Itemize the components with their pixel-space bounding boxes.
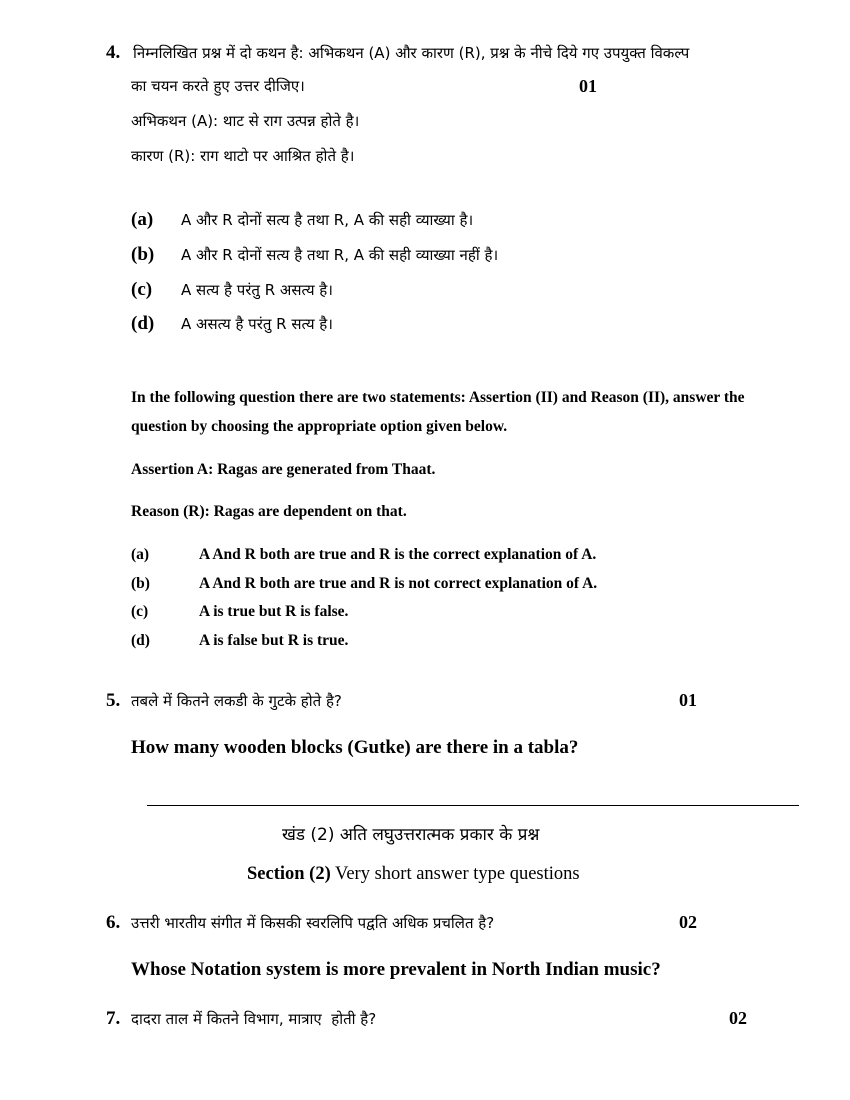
q4-hindi-reason: कारण (R): राग थाटो पर आश्रित होते है। [131,147,355,165]
q6-marks: 02 [679,912,697,932]
q4-hindi-option-c-text: A सत्य है परंतु R असत्य है। [181,281,333,299]
section2-hindi-title: खंड (2) अति लघुउत्तरात्मक प्रकार के प्रश्न [282,825,540,845]
q4-english-line1: In the following question there are two statements: Assertion (II) and Reason (II), answer the [131,389,745,406]
q4-hindi-option-b-label: (b) [131,244,155,265]
q4-hindi-option-b-text: A और R दोनों सत्य है तथा R, A की सही व्याख्या नहीं है। [181,246,499,264]
q6-english: Whose Notation system is more prevalent in North Indian music? [131,959,661,980]
q4-hindi-option-a-text: A और R दोनों सत्य है तथा R, A की सही व्याख्या है। [181,211,474,229]
q5-number: 5. [106,690,121,711]
q4-english-reason: Reason (R): Ragas are dependent on that. [131,503,407,520]
q4-hindi-line1: निम्नलिखित प्रश्न में दो कथन है: अभिकथन (A) और कारण (R), प्रश्न के नीचे दिये गए उपयुक्त विकल्प [133,44,690,62]
q7-number: 7. [106,1008,121,1029]
q4-english-option-c-label: (c) [131,603,149,620]
q6-hindi: उत्तरी भारतीय संगीत में किसकी स्वरलिपि पद्वति अधिक प्रचलित है? [131,914,495,932]
q4-english-option-a-text: A And R both are true and R is the correct explanation of A. [199,546,597,563]
section2-english-title [247,864,580,885]
q5-hindi: तबले में कितने लकडी के गुटके होते है? [131,692,342,710]
section2-english-bold: Section (2) [247,864,331,884]
q4-english-option-d-label: (d) [131,632,150,649]
q5-marks: 01 [679,690,697,710]
q4-number: 4. [106,42,121,63]
q4-hindi-option-d-label: (d) [131,313,155,334]
q4-hindi-option-c-label: (c) [131,279,153,300]
q7-hindi: दादरा ताल में कितने विभाग, मात्राए होती है? [131,1010,377,1028]
q4-english-option-b-label: (b) [131,575,150,592]
q7-marks: 02 [729,1008,747,1028]
q4-english-option-b-text: A And R both are true and R is not correct explanation of A. [199,575,598,592]
section-divider [147,805,799,806]
q4-english-option-a-label: (a) [131,546,150,563]
q4-hindi-assertion: अभिकथन (A): थाट से राग उत्पन्न होते है। [131,112,360,130]
q6-number: 6. [106,912,121,933]
q5-english: How many wooden blocks (Gutke) are there in a tabla? [131,737,579,758]
q4-english-assertion: Assertion A: Ragas are generated from Thaat. [131,461,436,478]
q4-hindi-option-a-label: (a) [131,209,154,230]
q4-english-option-c-text: A is true but R is false. [199,603,349,620]
q4-english-option-d-text: A is false but R is true. [199,632,349,649]
q4-marks: 01 [579,76,597,96]
q4-hindi-option-d-text: A असत्य है परंतु R सत्य है। [181,315,333,333]
section2-english-rest: Very short answer type questions [330,864,580,884]
q4-hindi-line2: का चयन करते हुए उत्तर दीजिए। [131,77,305,95]
q4-english-line2: question by choosing the appropriate option given below. [131,418,508,435]
